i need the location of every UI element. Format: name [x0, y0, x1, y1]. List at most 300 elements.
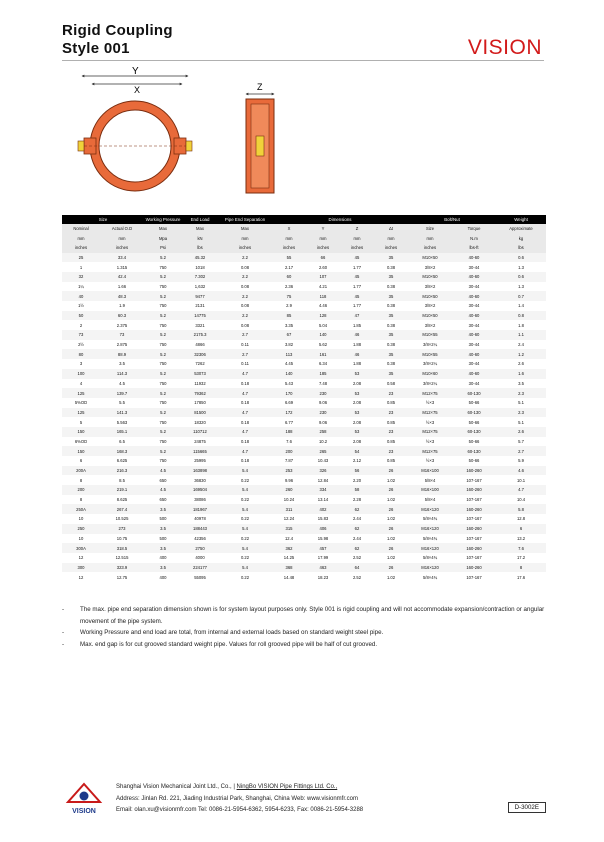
table-cell: 273	[100, 524, 144, 534]
table-cell: 5.9	[518, 458, 524, 464]
table-cell: 118	[306, 291, 340, 301]
table-cell: 326	[306, 466, 340, 476]
table-cell: 0.85	[386, 438, 396, 444]
table-cell: 5.4	[218, 504, 272, 514]
table-cell: 14775	[182, 311, 218, 321]
table-cell: 3/8×2	[424, 264, 436, 270]
footer-email-phone: Email: olan.xu@visionmfr.com Tel: 0086-21-5954-6362, 5954-6233, Fax: 0086-21-5954-3288	[116, 807, 364, 813]
table-cell: 1018	[195, 264, 205, 270]
table-cell: 9.06	[318, 419, 328, 425]
table-cell: 128	[306, 311, 340, 321]
table-row	[62, 408, 546, 418]
table-cell: 0.18	[240, 458, 250, 464]
table-cell: 45	[340, 291, 374, 301]
table-units-metric	[62, 233, 546, 243]
table-cell: ½×3	[425, 458, 435, 464]
table-cell: 10.2	[318, 438, 328, 444]
table-cell: 64	[340, 563, 374, 573]
table-cell: Max	[144, 224, 182, 234]
footer-address: Address: Jinlan Rd. 221, Jiading Industrial Park, Shanghai, China Web: www.visionmfr.com	[116, 795, 359, 802]
table-cell: 0.22	[240, 555, 250, 561]
table-cell: 100	[62, 369, 100, 379]
table-cell: 73	[62, 330, 100, 340]
table-cell: 14.48	[283, 574, 295, 580]
table-cell: 1.88	[352, 342, 362, 348]
table-cell: inches	[306, 243, 340, 253]
table-cell: 5.2	[144, 349, 182, 359]
table-cell: 0.7	[496, 291, 546, 301]
table-row	[62, 534, 546, 544]
table-cell: 8	[79, 497, 83, 503]
table-cell: 315	[272, 524, 306, 534]
table-cell: 67	[272, 330, 306, 340]
table-cell: 53073	[182, 369, 218, 379]
table-cell: Max	[182, 224, 218, 234]
table-cell: 4.45	[284, 361, 294, 367]
note-item: - Max. end gap is for cut grooved standard weight pipe. Values for roll grooved pipe will be half of cut grooved.	[62, 639, 546, 651]
table-cell: Dimensions	[272, 215, 408, 224]
table-cell: M10×55	[408, 349, 452, 359]
table-cell: 8.5	[119, 477, 125, 483]
table-cell: 2.60	[318, 264, 328, 270]
table-cell: 60-130	[452, 388, 496, 398]
table-row	[62, 359, 546, 369]
table-cell: mm	[374, 233, 408, 243]
table-cell: 40-60	[452, 291, 496, 301]
table-cell: 318.5	[100, 543, 144, 553]
table-cell: 6	[496, 524, 546, 534]
table-row	[62, 282, 546, 292]
table-cell: 10.43	[317, 458, 329, 464]
table-cell: 17850	[194, 400, 206, 406]
table-cell: 56	[340, 466, 374, 476]
table-cell: inches	[218, 243, 272, 253]
table-row	[62, 456, 546, 466]
table-cell: 5/8×4¾	[422, 535, 438, 541]
table-cell: 12.24	[283, 516, 295, 522]
table-cell: Z	[340, 224, 374, 234]
table-cell: 3/8×2¼	[422, 380, 438, 386]
table-row	[62, 504, 546, 514]
table-cell: 46	[340, 330, 374, 340]
table-cell: 3.5	[518, 380, 524, 386]
table-cell: 26	[374, 485, 408, 495]
table-cell: 40-60	[452, 369, 496, 379]
table-cell: 0.85	[386, 419, 396, 425]
table-cell: M16×100	[408, 466, 452, 476]
table-cell: 9.96	[284, 477, 294, 483]
table-cell: 5.04	[318, 322, 328, 328]
table-cell: 3.5	[144, 563, 182, 573]
table-cell: 54	[340, 446, 374, 456]
table-cell: 35	[374, 311, 408, 321]
table-cell: 0.18	[240, 419, 250, 425]
table-cell: ½×3	[425, 400, 435, 406]
table-cell: 125	[62, 388, 100, 398]
table-cell: M12×75	[408, 408, 452, 418]
table-cell: 23	[374, 427, 408, 437]
vision-logo	[64, 782, 104, 816]
table-cell: 32306	[182, 349, 218, 359]
table-cell: 13.2	[516, 535, 526, 541]
table-cell: 265	[306, 446, 340, 456]
table-cell: 188443	[182, 524, 218, 534]
table-cell: 750	[159, 458, 167, 464]
y-dimension-label: Y	[132, 66, 139, 77]
table-cell: 750	[159, 419, 167, 425]
table-cell: 2.28	[352, 497, 362, 503]
table-cell: 1.02	[386, 555, 396, 561]
table-cell: 6.77	[284, 419, 294, 425]
table-row	[62, 340, 546, 350]
table-cell: 42356	[194, 535, 206, 541]
table-cell: 2.6	[518, 361, 524, 367]
table-cell: 107-167	[466, 497, 482, 503]
table-cell: 3.5	[144, 504, 182, 514]
coupling-side-view	[246, 82, 274, 193]
table-cell: 0.08	[240, 264, 250, 270]
table-cell: 1.66	[117, 283, 127, 289]
table-cell: 0.08	[240, 283, 250, 289]
table-cell: 200	[272, 446, 306, 456]
table-cell: 60-130	[452, 408, 496, 418]
table-cell: 53	[340, 369, 374, 379]
table-cell: Bolt/Nut	[408, 215, 496, 224]
table-cell: 140	[306, 330, 340, 340]
table-cell: 42.4	[100, 272, 144, 282]
table-cell: Size	[62, 215, 144, 224]
table-cell: 6.69	[284, 400, 294, 406]
table-cell: 7.87	[284, 458, 294, 464]
table-cell: 170	[272, 388, 306, 398]
table-cell: 7.6	[286, 438, 292, 444]
table-cell: 750	[159, 322, 167, 328]
table-cell: M16×120	[408, 524, 452, 534]
table-cell: 5/8×4	[424, 477, 436, 483]
table-cell: 5.5	[119, 400, 125, 406]
table-cell: 650	[159, 497, 167, 503]
document-number: D-3002E	[508, 802, 546, 813]
table-cell: inches	[340, 243, 374, 253]
table-cell: 47	[340, 311, 374, 321]
table-cell: 30-44	[468, 342, 480, 348]
table-cell: 2175.3	[182, 330, 218, 340]
table-cell: 23	[374, 408, 408, 418]
table-cell: lbs-ft	[452, 243, 496, 253]
table-cell: 2.7	[218, 349, 272, 359]
table-cell: 4.6	[496, 466, 546, 476]
table-cell: 1½	[78, 303, 84, 309]
table-cell: 3/8×2	[424, 322, 436, 328]
table-cell: 750	[159, 283, 167, 289]
table-cell: 0.85	[386, 458, 396, 464]
table-cell: 1	[79, 264, 83, 270]
table-row	[62, 291, 546, 301]
table-cell: Δt	[374, 224, 408, 234]
table-cell: 0.8	[496, 311, 546, 321]
table-cell: kN	[182, 233, 218, 243]
table-cell: 1.8	[518, 322, 524, 328]
table-cell: 17.2	[516, 555, 526, 561]
table-row	[62, 311, 546, 321]
table-cell: 5.43	[284, 380, 294, 386]
table-cell: 0.22	[240, 477, 250, 483]
table-cell: 5.4	[218, 563, 272, 573]
table-cell: M10×55	[408, 330, 452, 340]
table-cell: 2.3	[496, 388, 546, 398]
table-cell: M10×50	[408, 253, 452, 263]
table-cell: 5.2	[144, 330, 182, 340]
table-cell: 12.75	[116, 574, 128, 580]
table-cell: 50-66	[468, 438, 480, 444]
table-cell: 24875	[194, 438, 206, 444]
table-cell: 1.6	[496, 369, 546, 379]
table-row	[62, 543, 546, 553]
table-cell: 26	[374, 466, 408, 476]
table-cell: 5.62	[318, 342, 328, 348]
table-cell: 10.525	[115, 516, 129, 522]
table-cell: 4.5	[144, 485, 182, 495]
table-cell: 1.2	[496, 349, 546, 359]
table-cell: 3.35	[284, 322, 294, 328]
table-cell: 0.22	[240, 516, 250, 522]
table-cell: 750	[159, 342, 167, 348]
table-cell: 1.77	[352, 283, 362, 289]
table-cell: M12×75	[408, 427, 452, 437]
table-cell: 107-167	[466, 535, 482, 541]
table-cell: 160-260	[452, 563, 496, 573]
coupling-drawing	[70, 64, 300, 204]
table-cell: 267.4	[100, 504, 144, 514]
table-cell: M10×50	[408, 291, 452, 301]
table-cell: 107-167	[466, 555, 482, 561]
table-row	[62, 379, 546, 389]
table-cell: 18320	[194, 419, 206, 425]
table-cell: 4.7	[218, 369, 272, 379]
table-cell: 3/8×2	[424, 283, 436, 289]
table-cell: 32	[62, 272, 100, 282]
table-cell: Y	[306, 224, 340, 234]
table-cell: 40-60	[452, 253, 496, 263]
table-cell: X	[272, 224, 306, 234]
table-cell: 311	[272, 504, 306, 514]
table-cell: 18.23	[317, 574, 329, 580]
table-cell: 25995	[194, 458, 206, 464]
table-cell: 750	[159, 361, 167, 367]
table-cell: 0.18	[240, 438, 250, 444]
table-cell: 23	[374, 388, 408, 398]
table-cell: 53	[340, 408, 374, 418]
table-cell: 2.08	[352, 438, 362, 444]
table-cell: 5/8×4¾	[422, 574, 438, 580]
note-item: - Working Pressure and end load are total, from internal and external loads based on standard weight steel pipe.	[62, 627, 546, 639]
table-cell: 26	[374, 563, 408, 573]
table-cell: ½×3	[425, 419, 435, 425]
table-cell: 5.2	[144, 311, 182, 321]
table-cell: 5/8×4	[424, 497, 436, 503]
table-cell: 163898	[182, 466, 218, 476]
table-cell: 0.11	[241, 361, 249, 367]
table-cell: 650	[159, 477, 167, 483]
table-cell: 12.4	[284, 535, 294, 541]
table-cell: 14.25	[283, 555, 295, 561]
header-divider	[62, 60, 544, 61]
table-cell: M10×60	[408, 369, 452, 379]
table-cell: 26	[374, 504, 408, 514]
table-cell: 30-44	[468, 380, 480, 386]
table-cell: 463	[306, 563, 340, 573]
company-shanghai: Shanghai Vision Mechanical Joint Ltd., Co.,	[116, 784, 232, 790]
table-cell: 9477	[182, 291, 218, 301]
table-cell: 230	[306, 388, 340, 398]
table-cell: 0.22	[240, 497, 250, 503]
table-cell: 7262	[195, 361, 205, 367]
table-cell: 300	[62, 563, 100, 573]
table-row	[62, 253, 546, 263]
table-cell: 5.4	[218, 524, 272, 534]
table-cell: 3321	[195, 322, 205, 328]
table-row	[62, 524, 546, 534]
table-cell: Max	[218, 224, 272, 234]
table-cell: 5.7	[518, 438, 524, 444]
table-cell: 2.44	[352, 535, 362, 541]
table-cell: 5.4	[218, 466, 272, 476]
table-cell: 4.7	[218, 388, 272, 398]
table-cell: 85	[272, 311, 306, 321]
table-cell: 2.2	[218, 272, 272, 282]
table-cell: 260	[272, 485, 306, 495]
table-cell: 2.6	[496, 427, 546, 437]
table-cell: 402	[306, 504, 340, 514]
table-cell: 55	[272, 253, 306, 263]
table-cell: 2.7	[218, 330, 272, 340]
table-cell: 5.2	[144, 291, 182, 301]
table-cell: 36830	[194, 477, 206, 483]
table-row	[62, 495, 546, 505]
footer-contact	[116, 782, 363, 817]
table-cell: M10×50	[408, 272, 452, 282]
table-cell: Nominal	[62, 224, 100, 234]
table-cell: M16×120	[408, 504, 452, 514]
table-cell: 12	[78, 574, 84, 580]
table-cell: 7.6	[496, 543, 546, 553]
table-cell: 1.9	[119, 303, 125, 309]
table-cell: 35	[374, 272, 408, 282]
table-cell: 40-60	[452, 330, 496, 340]
table-cell: 0.38	[386, 303, 396, 309]
table-cell: 5	[79, 419, 83, 425]
table-cell: 0.58	[386, 380, 396, 386]
table-cell: 0.18	[240, 380, 250, 386]
table-cell: 2750	[182, 543, 218, 553]
table-cell: 188	[272, 427, 306, 437]
table-cell: 48.3	[100, 291, 144, 301]
table-cell: 107	[306, 272, 340, 282]
table-cell: 107-167	[466, 574, 482, 580]
table-units-imperial	[62, 243, 546, 253]
table-cell: 11932	[194, 380, 206, 386]
table-cell: 62	[340, 543, 374, 553]
table-row	[62, 514, 546, 524]
table-cell: 58	[340, 485, 374, 495]
table-cell: 2.2	[218, 311, 272, 321]
table-cell: 3	[79, 361, 83, 367]
bolt-left	[78, 141, 84, 151]
table-row	[62, 563, 546, 573]
table-cell: 60.3	[100, 311, 144, 321]
page-footer	[62, 760, 546, 820]
table-cell: 500	[159, 535, 167, 541]
table-cell: 107-167	[466, 477, 482, 483]
table-cell: 60-130	[452, 427, 496, 437]
table-cell: 60-130	[452, 446, 496, 456]
table-cell: 0.18	[240, 400, 250, 406]
table-cell: 53	[340, 427, 374, 437]
table-cell: 10.1	[516, 477, 526, 483]
table-row	[62, 388, 546, 398]
table-cell: 3/8×2¼	[422, 342, 438, 348]
table-cell: 750	[159, 380, 167, 386]
table-cell: 45	[340, 253, 374, 263]
table-cell: Working Pressure	[145, 216, 181, 222]
table-cell: 7.48	[318, 380, 328, 386]
table-cell: 6	[79, 458, 83, 464]
table-cell: mm	[306, 233, 340, 243]
table-cell: 1.1	[496, 330, 546, 340]
table-cell: 3.5	[144, 543, 182, 553]
table-cell: 1.85	[352, 322, 362, 328]
table-cell: inches	[100, 243, 144, 253]
table-cell: 10	[78, 535, 84, 541]
table-cell: 4.21	[318, 283, 328, 289]
table-cell: 160-260	[452, 504, 496, 514]
table-cell: 0.38	[386, 342, 396, 348]
table-cell: 0.11	[241, 342, 249, 348]
table-cell: 46	[340, 349, 374, 359]
table-cell: 2.2	[218, 291, 272, 301]
table-cell: 10.24	[283, 497, 295, 503]
table-cell: 5%OD	[74, 400, 88, 406]
table-cell: 1¼	[78, 283, 84, 289]
table-cell: 30-44	[468, 361, 480, 367]
table-cell: 3.5	[144, 524, 182, 534]
table-cell: 66	[306, 253, 340, 263]
table-group-header	[62, 215, 546, 224]
table-cell: 216.3	[100, 466, 144, 476]
table-cell: 140	[272, 369, 306, 379]
table-cell: 334	[306, 485, 340, 495]
table-cell: 4.5	[144, 466, 182, 476]
table-row	[62, 272, 546, 282]
table-cell: 88.9	[100, 349, 144, 359]
table-cell: 50-66	[468, 400, 480, 406]
table-cell: 750	[159, 303, 167, 309]
table-cell: 2.08	[352, 400, 362, 406]
table-cell: 3/8×2¼	[422, 361, 438, 367]
table-cell: 3.82	[284, 342, 294, 348]
table-row	[62, 349, 546, 359]
table-cell: 2.2	[218, 253, 272, 263]
table-cell: inches	[408, 243, 452, 253]
table-cell: 165.1	[100, 427, 144, 437]
table-cell: 6.34	[318, 361, 328, 367]
table-cell: M12×75	[408, 388, 452, 398]
table-cell: 1.3	[518, 283, 524, 289]
table-cell: 35	[374, 291, 408, 301]
table-cell: 4000	[195, 555, 205, 561]
table-cell: 5/8×4¾	[422, 516, 438, 522]
table-row	[62, 485, 546, 495]
